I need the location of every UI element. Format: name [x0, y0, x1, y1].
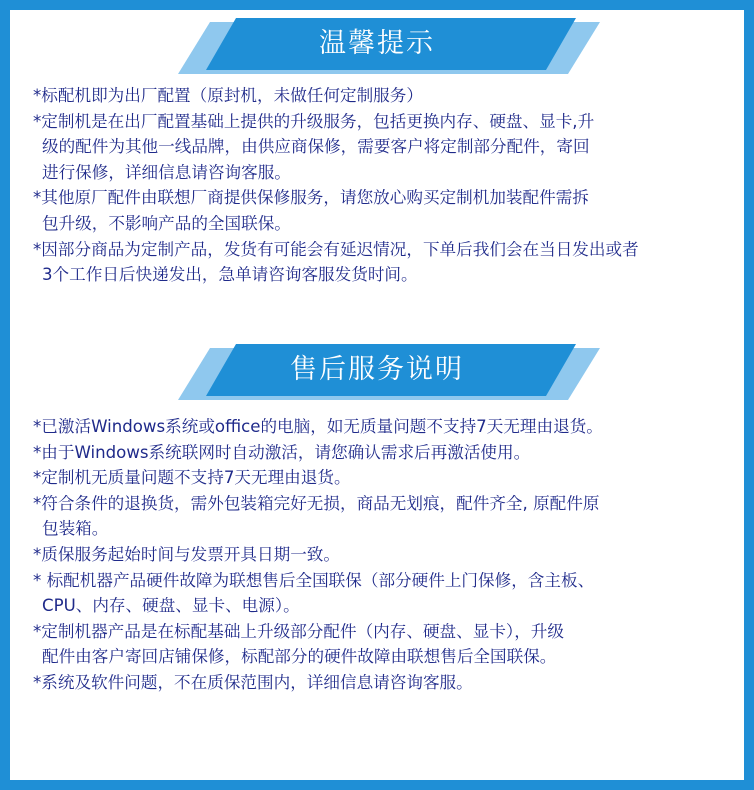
after-sales-item-line: *定制机无质量问题不支持7天无理由退货。 — [33, 468, 351, 488]
section-title-after-sales: 售后服务说明 — [290, 354, 464, 385]
tips-item — [33, 185, 733, 236]
after-sales-item — [33, 440, 733, 466]
section-title-tips: 温馨提示 — [319, 28, 435, 59]
after-sales-item-line: * 标配机器产品硬件故障为联想售后全国联保（部分硬件上门保修，含主板、 — [33, 570, 595, 590]
tips-item-line: 进行保修，详细信息请咨询客服。 — [42, 162, 291, 182]
tips-item — [33, 109, 733, 186]
section-banner-after-sales — [0, 344, 754, 404]
tips-item-line: *其他原厂配件由联想厂商提供保修服务，请您放心购买定制机加装配件需拆 — [33, 188, 589, 208]
after-sales-item — [33, 619, 733, 670]
after-sales-item-line: 配件由客户寄回店铺保修，标配部分的硬件故障由联想售后全国联保。 — [42, 647, 557, 667]
after-sales-item-line: 包装箱。 — [42, 519, 109, 539]
after-sales-item — [33, 568, 733, 619]
after-sales-item-line: *由于Windows系统联网时自动激活，请您确认需求后再激活使用。 — [33, 442, 531, 462]
tips-item — [33, 237, 733, 288]
after-sales-item — [33, 542, 733, 568]
section-banner-tips — [0, 18, 754, 78]
after-sales-item-line: *系统及软件问题，不在质保范围内，详细信息请咨询客服。 — [33, 672, 473, 692]
after-sales-item — [33, 465, 733, 491]
after-sales-item — [33, 491, 733, 542]
after-sales-item-line: *符合条件的退换货，需外包装箱完好无损，商品无划痕，配件齐全, 原配件原 — [33, 493, 600, 513]
tips-item-line: *标配机即为出厂配置（原封机，未做任何定制服务） — [33, 86, 423, 105]
after-sales-item — [33, 414, 733, 440]
after-sales-item-line: *定制机器产品是在标配基础上升级部分配件（内存、硬盘、显卡），升级 — [33, 621, 564, 641]
tips-item — [33, 83, 733, 109]
after-sales-item-line: *已激活Windows系统或office的电脑，如无质量问题不支持7天无理由退货。 — [33, 417, 603, 436]
tips-item-line: *定制机是在出厂配置基础上提供的升级服务，包括更换内存、硬盘、显卡,升 — [33, 111, 595, 131]
tips-list — [33, 83, 733, 288]
after-sales-item-line: *质保服务起始时间与发票开具日期一致。 — [33, 544, 340, 564]
after-sales-list — [33, 414, 733, 696]
after-sales-item-line: CPU、内存、硬盘、显卡、电源）。 — [42, 596, 300, 616]
tips-item-line: *因部分商品为定制产品，发货有可能会有延迟情况，下单后我们会在当日发出或者 — [33, 239, 639, 259]
tips-item-line: 3个工作日后快递发出，急单请咨询客服发货时间。 — [42, 265, 418, 285]
tips-item-line: 包升级，不影响产品的全国联保。 — [42, 213, 291, 233]
after-sales-item — [33, 670, 733, 696]
tips-item-line: 级的配件为其他一线品牌，由供应商保修，需要客户将定制部分配件，寄回 — [42, 137, 590, 157]
